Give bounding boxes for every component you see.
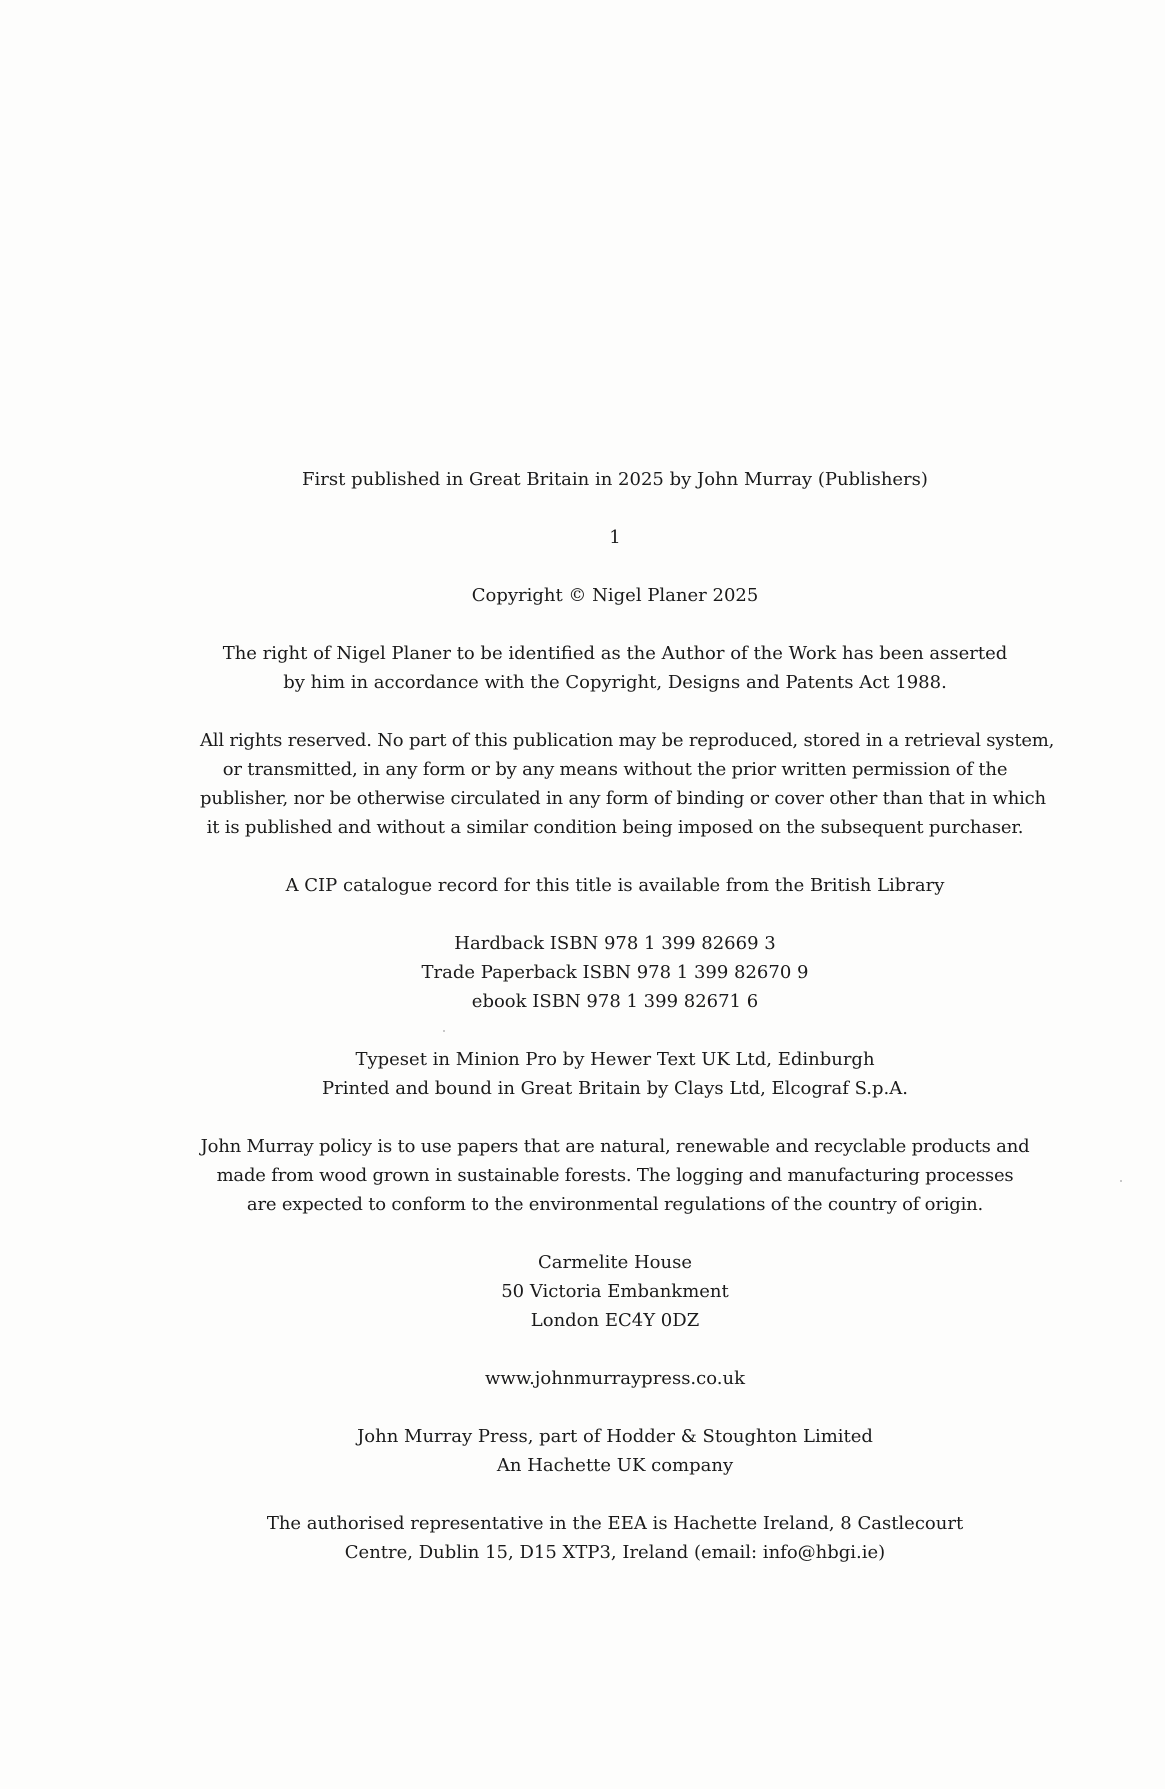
rights-reserved-block	[200, 726, 1055, 842]
isbn-trade-paperback: Trade Paperback ISBN 978 1 399 82670 9	[421, 962, 809, 983]
rights-reserved-line: it is published and without a similar condition being imposed on the subsequent purchaser.	[206, 817, 1024, 838]
address-line: London EC4Y 0DZ	[530, 1310, 700, 1331]
cip-block	[200, 871, 1030, 900]
imprint-text	[200, 465, 1055, 1596]
cip-line: A CIP catalogue record for this title is available from the British Library	[285, 875, 945, 896]
moral-right-line: by him in accordance with the Copyright, Designs and Patents Act 1988.	[283, 672, 947, 693]
isbn-hardback: Hardback ISBN 978 1 399 82669 3	[454, 933, 776, 954]
website-block	[200, 1364, 1030, 1393]
eea-line: The authorised representative in the EEA is Hachette Ireland, 8 Castlecourt	[266, 1513, 964, 1534]
impression-block	[200, 523, 1030, 552]
isbn-block	[200, 929, 1030, 1016]
rights-reserved-line: publisher, nor be otherwise circulated in any form of binding or cover other than that in which	[200, 788, 1046, 809]
address-line: Carmelite House	[538, 1252, 692, 1273]
paper-policy-line: are expected to conform to the environmental regulations of the country of origin.	[246, 1194, 984, 1215]
paper-speck	[1120, 1180, 1122, 1182]
paper-policy-block	[200, 1132, 1030, 1219]
copyright-line: Copyright © Nigel Planer 2025	[471, 585, 759, 606]
typeset-line: Typeset in Minion Pro by Hewer Text UK Ltd, Edinburgh	[355, 1049, 875, 1070]
paper-speck	[443, 1030, 445, 1032]
isbn-ebook: ebook ISBN 978 1 399 82671 6	[471, 991, 759, 1012]
impression-number: 1	[609, 527, 621, 548]
eea-line: Centre, Dublin 15, D15 XTP3, Ireland (email: info@hbgi.ie)	[344, 1542, 886, 1563]
first-published-block	[200, 465, 1030, 494]
paper-policy-line: John Murray policy is to use papers that are natural, renewable and recyclable products and	[200, 1136, 1030, 1157]
address-line: 50 Victoria Embankment	[501, 1281, 729, 1302]
copyright-block	[200, 581, 1030, 610]
printed-line: Printed and bound in Great Britain by Clays Ltd, Elcograf S.p.A.	[322, 1078, 908, 1099]
moral-right-block	[200, 639, 1030, 697]
publisher-line: John Murray Press, part of Hodder & Stoughton Limited	[357, 1426, 873, 1447]
paper-policy-line: made from wood grown in sustainable forests. The logging and manufacturing processes	[216, 1165, 1014, 1186]
first-published-line: First published in Great Britain in 2025 by John Murray (Publishers)	[302, 469, 928, 490]
rights-reserved-line: All rights reserved. No part of this publication may be reproduced, stored in a retrieval system,	[200, 730, 1055, 751]
rights-reserved-line: or transmitted, in any form or by any means without the prior written permission of the	[222, 759, 1008, 780]
address-block	[200, 1248, 1030, 1335]
website-url: www.johnmurraypress.co.uk	[485, 1368, 745, 1389]
publisher-line: An Hachette UK company	[496, 1455, 734, 1476]
publisher-block	[200, 1422, 1030, 1480]
production-block	[200, 1045, 1030, 1103]
moral-right-line: The right of Nigel Planer to be identified as the Author of the Work has been asserted	[222, 643, 1008, 664]
eea-representative-block	[200, 1509, 1030, 1567]
